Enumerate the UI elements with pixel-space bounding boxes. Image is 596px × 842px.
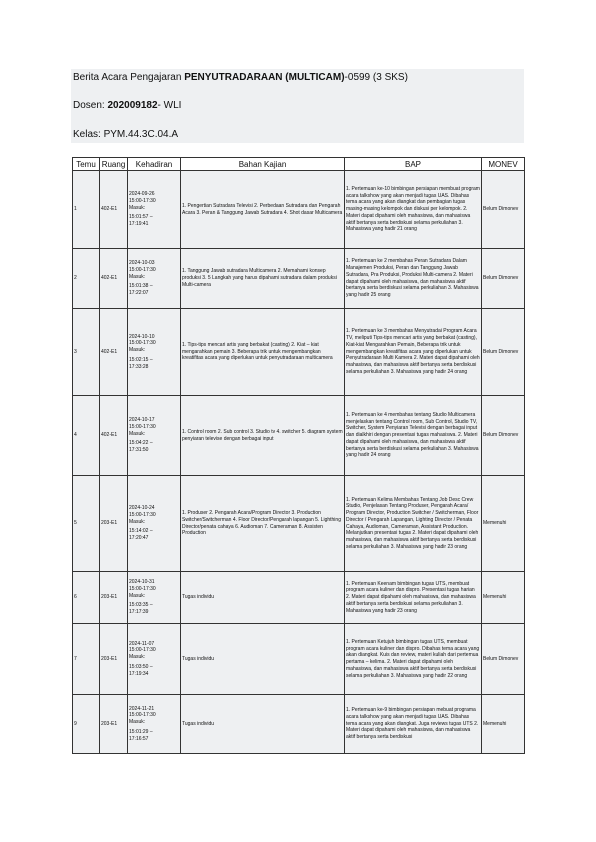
page-title <box>73 72 408 83</box>
col-header-temu: Temu <box>73 158 100 171</box>
kehadiran-time: 15:00-17:30 <box>129 340 156 347</box>
kehadiran-keluar: 17:19:41 <box>129 221 149 228</box>
cell-monev: Memenuhi <box>482 476 525 572</box>
cell-temu: 1 <box>73 171 100 249</box>
table-row <box>73 309 525 396</box>
kehadiran-date: 2024-11-07 <box>129 640 155 647</box>
kehadiran-masuk-label: Masuk: <box>129 592 146 599</box>
cell-ruang: 203-E1 <box>100 695 128 754</box>
table-row <box>73 396 525 476</box>
cell-bap: 1. Pertemuan Keenam bimbingan tugas UTS, membuat program acara kuliner dan dispro. Presentasi tugas harian 2. Materi dapat dipahami oleh mahasiswa, dan mahasiswa aktif bertanya serta berdiskusi selama perkuliahan 3. Mahasiswa yang hadir 23 orang <box>345 572 482 624</box>
cell-kehadiran <box>128 171 181 249</box>
cell-bahan-kajian: 1. Pengertian Sutradara Televisi 2. Perbedaan Sutradara dan Pengarah Acara 3. Peran & Tanggung Jawab Sutradara 4. Shot dasar Multicamera <box>181 171 345 249</box>
kehadiran-keluar: 17:31:50 <box>129 447 149 454</box>
kehadiran-date: 2024-10-17 <box>129 417 155 424</box>
table-row <box>73 624 525 695</box>
kehadiran-time: 15:00-17:30 <box>129 197 156 204</box>
col-header-bahan: Bahan Kajian <box>181 158 345 171</box>
col-header-ruang: Ruang <box>100 158 128 171</box>
cell-temu: 7 <box>73 624 100 695</box>
kehadiran-masuk: 15:14:02 – <box>129 528 153 535</box>
title-suffix: -0599 (3 SKS) <box>344 72 408 83</box>
cell-monev: Belum Dimonev <box>482 171 525 249</box>
cell-bap: 1. Pertemuan ke-10 bimbingan persiapan membuat program acara talkshow yang akan menjadi tugas UAS. Dibahas tema acara yang akan diangkat dan pembagian tugas masing-masing kelompok dan diskusi per kelompok. 2. Materi dapat dipahami oleh mahasiswa, dan mahasiswa aktif bertanya serta berdiskusi selama perkuliahan 3. Mahasiswa yang hadir 21 orang <box>345 171 482 249</box>
kehadiran-time: 15:00-17:30 <box>129 712 156 719</box>
kehadiran-masuk: 15:01:57 – <box>129 214 153 221</box>
table-row <box>73 171 525 249</box>
cell-bahan-kajian: 1. Tanggung Jawab sutradara Multicamera 2. Memahami konsep produksi 3. 5 Langkah yang harus dipahami sutradara dalam produksi Multi-camera <box>181 249 345 309</box>
kehadiran-keluar: 17:20:47 <box>129 535 149 542</box>
cell-ruang: 402-E1 <box>100 396 128 476</box>
table-row <box>73 572 525 624</box>
col-header-bap: BAP <box>345 158 482 171</box>
dosen-label: Dosen: <box>73 100 108 111</box>
kehadiran-masuk-label: Masuk: <box>129 430 146 437</box>
cell-bap: 1. Pertemuan ke 2 membahas Peran Sutradara Dalam Manajemen Produksi, Peran dan Tanggung Jawab Sutradara, Pra Produksi, Produksi Multi-camera 2. Materi dapat dipahami oleh mahasiswa, dan mahasiswa aktif bertanya serta berdiskusi selama perkuliahan 3. Mahasiswa yang hadir 25 orang <box>345 249 482 309</box>
cell-monev: Belum Dimonev <box>482 624 525 695</box>
kehadiran-masuk: 15:03:35 – <box>129 602 153 609</box>
cell-ruang: 203-E1 <box>100 624 128 695</box>
kehadiran-time: 15:00-17:30 <box>129 423 156 430</box>
cell-kehadiran <box>128 695 181 754</box>
col-header-kehadiran: Kehadiran <box>128 158 181 171</box>
cell-kehadiran <box>128 572 181 624</box>
cell-bahan-kajian: 1. Tips-tips mencari artis yang berbakat (casting) 2. Kiat – kiat mengarahkan pemain 3. Beberapa trik untuk mengembangkan kreatifitas acara yang diperlukan untuk penyutradaraan multicamera <box>181 309 345 396</box>
bap-table <box>72 157 525 754</box>
kehadiran-masuk: 15:01:29 – <box>129 728 153 735</box>
kehadiran-keluar: 17:19:34 <box>129 670 149 677</box>
cell-temu: 2 <box>73 249 100 309</box>
cell-temu: 5 <box>73 476 100 572</box>
table-header-row <box>73 158 525 171</box>
cell-monev: Memenuhi <box>482 572 525 624</box>
table-row <box>73 249 525 309</box>
title-prefix: Berita Acara Pengajaran <box>73 72 185 83</box>
cell-monev: Belum Dimonev <box>482 249 525 309</box>
cell-bahan-kajian: Tugas individu <box>181 695 345 754</box>
kehadiran-keluar: 17:16:57 <box>129 735 149 742</box>
kehadiran-masuk: 15:01:38 – <box>129 283 153 290</box>
kehadiran-keluar: 17:22:07 <box>129 290 149 297</box>
cell-ruang: 402-E1 <box>100 309 128 396</box>
kehadiran-date: 2024-10-24 <box>129 505 155 512</box>
kehadiran-masuk: 15:03:50 – <box>129 663 153 670</box>
kehadiran-masuk: 15:02:15 – <box>129 356 153 363</box>
cell-monev: Memenuhi <box>482 695 525 754</box>
cell-monev: Belum Dimonev <box>482 309 525 396</box>
kehadiran-date: 2024-10-10 <box>129 333 155 340</box>
course-name: PENYUTRADARAAN (MULTICAM) <box>184 72 345 83</box>
cell-bap: 1. Pertemuan Kelima Membahas Tentang Job Desc Crew Studio, Penjelasan Tentang Produser, Pengarah Acara/ Program Director, Production Switcher / Switcherman, Floor Director / Pengarah Lapangan, Lighting Director / Penata Cahaya, Audioman, Cameraman, Assistant Production. Melanjutkan presentasi tugas 2. Materi dapat dipahami oleh mahasiswa, dan mahasiswa aktif bertanya serta berdiskusi selama perkuliahan 3. Mahasiswa yang hadir 23 orang <box>345 476 482 572</box>
cell-temu: 4 <box>73 396 100 476</box>
cell-bahan-kajian: 1. Control room 2. Sub control 3. Studio tv 4. switcher 5. diagram system penyiaran televise dengan berbagai input <box>181 396 345 476</box>
kehadiran-masuk-label: Masuk: <box>129 347 146 354</box>
kehadiran-masuk-label: Masuk: <box>129 719 146 726</box>
cell-bap: 1. Pertemuan Ketujuh bimbingan tugas UTS, membuat program acara kuliner dan dispro. Dibahas tema acara yang akan diangkat. Kuis dan review, materi kuliah dari pertemua pertama – kelima. 2. Materi dapat dipahami oleh mahasiswa, dan mahasiswa aktif bertanya serta berdiskusi selama perkuliahan 3. Mahasiswa yang hadir 22 orang <box>345 624 482 695</box>
kehadiran-date: 2024-10-03 <box>129 260 155 267</box>
kehadiran-date: 2024-11-21 <box>129 705 155 712</box>
cell-bahan-kajian: 1. Produser 2. Pengarah Acara/Program Director 3. Production Switcher/Switcherman 4. Floor Director/Pengarah lapangan 5. Lighthing Director/penata cahaya 6. Audioman 7. Cameraman 8. Assisten Production <box>181 476 345 572</box>
cell-kehadiran <box>128 309 181 396</box>
dosen-line <box>73 100 181 111</box>
kehadiran-masuk-label: Masuk: <box>129 518 146 525</box>
cell-kehadiran <box>128 476 181 572</box>
cell-ruang: 203-E1 <box>100 476 128 572</box>
cell-bap: 1. Pertemuan ke 4 membahas tentang Studio Multicamera menjelaskan tentang Control room, Sub Control, Studio TV, Switcher, System Penyiaran Televisi dengan berbagai input dan dialkhiri dengan presentasi tugas mahasiswa. 2. Materi dapat dipahami oleh mahasiswa, dan mahasiswa aktif bertanya serta berdiskusi selama perkuliahan 3. Mahasiswa yang hadir 24 orang <box>345 396 482 476</box>
cell-temu: 9 <box>73 695 100 754</box>
cell-bap: 1. Pertemuan ke 3 membahas Menyutradai Program Acara TV, meliputi Tips-tips mencari artis yang berbakat (casting), Kiat-kiat Mengarahkan Pemain, Beberapa trik untuk mengembangkan kreatifitas acara yang diperlukan untuk Penyutradaraan Multi Kamera 2. Materi dapat dipahami oleh mahasiswa, dan mahasiswa aktif bertanya serta berdiskusi selama perkuliahan 3. Mahasiswa yang hadir 24 orang <box>345 309 482 396</box>
kehadiran-time: 15:00-17:30 <box>129 647 156 654</box>
cell-ruang: 203-E1 <box>100 572 128 624</box>
table-row <box>73 695 525 754</box>
kehadiran-keluar: 17:33:28 <box>129 363 149 370</box>
kehadiran-date: 2024-10-31 <box>129 579 155 586</box>
cell-ruang: 402-E1 <box>100 171 128 249</box>
kehadiran-masuk-label: Masuk: <box>129 204 146 211</box>
cell-bap: 1. Pertemuan ke-9 bimbingan persiapan mebuat programa acara talkshow yang akan menjadi tugas UAS. Dibahas tema acara yang akan diangkat. Juga reviews tugas UTS 2. Materi dapat dipahami oleh mahasiswa, dan mahasiswa aktif bertanya serta berdiskusi <box>345 695 482 754</box>
kehadiran-time: 15:00-17:30 <box>129 266 156 273</box>
cell-ruang: 402-E1 <box>100 249 128 309</box>
kehadiran-date: 2024-09-26 <box>129 191 155 198</box>
dosen-id: 202009182 <box>107 100 158 111</box>
cell-temu: 3 <box>73 309 100 396</box>
kelas-line: Kelas: PYM.44.3C.04.A <box>73 129 179 140</box>
kehadiran-time: 15:00-17:30 <box>129 511 156 518</box>
table-row <box>73 476 525 572</box>
cell-bahan-kajian: Tugas individu <box>181 572 345 624</box>
cell-kehadiran <box>128 249 181 309</box>
kehadiran-masuk: 15:04:22 – <box>129 440 153 447</box>
cell-kehadiran <box>128 396 181 476</box>
cell-temu: 6 <box>73 572 100 624</box>
cell-bahan-kajian: Tugas individu <box>181 624 345 695</box>
cell-kehadiran <box>128 624 181 695</box>
kehadiran-time: 15:00-17:30 <box>129 585 156 592</box>
kehadiran-masuk-label: Masuk: <box>129 654 146 661</box>
kehadiran-keluar: 17:17:39 <box>129 609 149 616</box>
col-header-monev: MONEV <box>482 158 525 171</box>
cell-monev: Belum Dimonev <box>482 396 525 476</box>
dosen-suffix: - WLI <box>157 100 182 111</box>
kehadiran-masuk-label: Masuk: <box>129 273 146 280</box>
